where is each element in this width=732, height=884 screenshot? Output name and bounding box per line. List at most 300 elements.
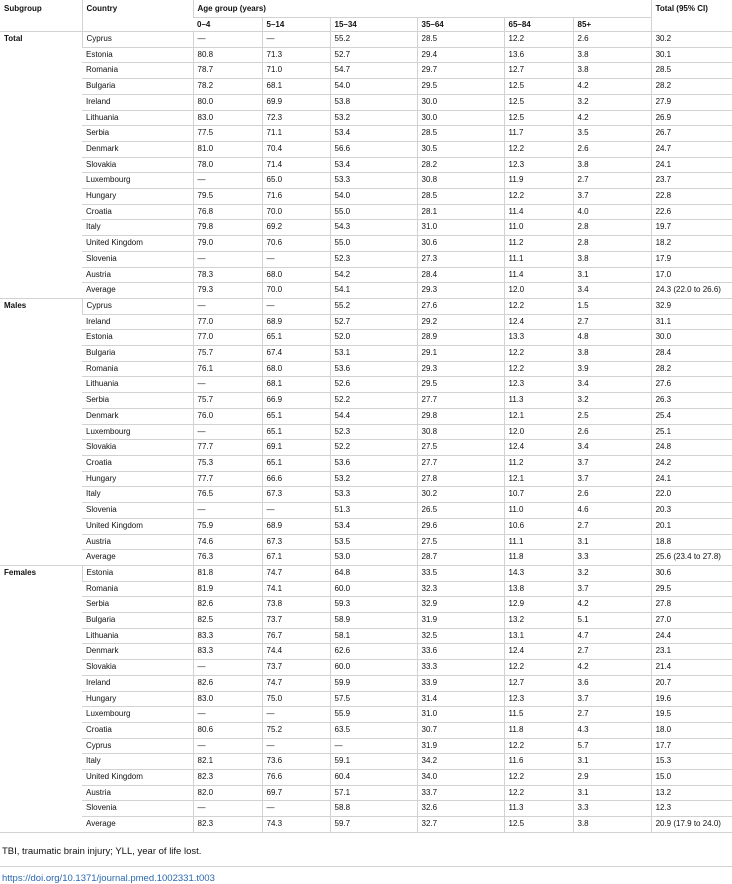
value-cell: 11.8 — [504, 550, 573, 566]
value-cell: 3.2 — [573, 393, 651, 409]
value-cell: 20.3 — [651, 503, 732, 519]
value-cell: — — [262, 738, 330, 754]
value-cell: 11.9 — [504, 173, 573, 189]
value-cell: 81.9 — [193, 581, 262, 597]
value-cell: 3.8 — [573, 157, 651, 173]
value-cell: 3.6 — [573, 675, 651, 691]
value-cell: — — [262, 801, 330, 817]
value-cell: 70.4 — [262, 141, 330, 157]
value-cell: 30.2 — [651, 32, 732, 48]
value-cell: 3.4 — [573, 283, 651, 299]
value-cell: 82.6 — [193, 597, 262, 613]
value-cell: 26.9 — [651, 110, 732, 126]
value-cell: 3.1 — [573, 785, 651, 801]
country-cell: Slovenia — [82, 801, 193, 817]
value-cell: — — [193, 660, 262, 676]
table-row — [0, 440, 732, 456]
value-cell: 34.2 — [417, 754, 504, 770]
value-cell: 79.8 — [193, 220, 262, 236]
value-cell: 27.8 — [651, 597, 732, 613]
age-col-header: 65–84 — [504, 18, 573, 32]
value-cell: 73.7 — [262, 660, 330, 676]
value-cell: 72.3 — [262, 110, 330, 126]
value-cell: 75.3 — [193, 455, 262, 471]
table-row — [0, 141, 732, 157]
value-cell: 53.8 — [330, 94, 417, 110]
value-cell: 27.5 — [417, 534, 504, 550]
value-cell: — — [193, 801, 262, 817]
table-row — [0, 534, 732, 550]
value-cell: 13.2 — [651, 785, 732, 801]
value-cell: 33.7 — [417, 785, 504, 801]
value-cell: 30.1 — [651, 47, 732, 63]
value-cell: — — [193, 377, 262, 393]
value-cell: 76.7 — [262, 628, 330, 644]
value-cell: 71.4 — [262, 157, 330, 173]
value-cell: 28.4 — [417, 267, 504, 283]
table-row — [0, 785, 732, 801]
value-cell: 67.3 — [262, 534, 330, 550]
country-cell: Hungary — [82, 189, 193, 205]
value-cell: 13.8 — [504, 581, 573, 597]
value-cell: 3.8 — [573, 47, 651, 63]
value-cell: 2.6 — [573, 141, 651, 157]
country-cell: Average — [82, 817, 193, 833]
value-cell: — — [262, 707, 330, 723]
table-row — [0, 817, 732, 833]
value-cell: 29.5 — [417, 79, 504, 95]
value-cell: 2.7 — [573, 173, 651, 189]
value-cell: 22.6 — [651, 204, 732, 220]
value-cell: 54.1 — [330, 283, 417, 299]
value-cell: 74.3 — [262, 817, 330, 833]
table-row — [0, 644, 732, 660]
value-cell: 12.3 — [504, 157, 573, 173]
value-cell: — — [193, 424, 262, 440]
value-cell: 12.2 — [504, 361, 573, 377]
value-cell: 65.0 — [262, 173, 330, 189]
country-cell: Croatia — [82, 722, 193, 738]
value-cell: 28.5 — [417, 126, 504, 142]
value-cell: 12.3 — [651, 801, 732, 817]
value-cell: 33.5 — [417, 565, 504, 581]
value-cell: 23.7 — [651, 173, 732, 189]
value-cell: 29.3 — [417, 283, 504, 299]
value-cell: 83.0 — [193, 110, 262, 126]
value-cell: 54.0 — [330, 79, 417, 95]
country-cell: Slovakia — [82, 660, 193, 676]
value-cell: 27.5 — [417, 440, 504, 456]
value-cell: 76.3 — [193, 550, 262, 566]
value-cell: 71.3 — [262, 47, 330, 63]
value-cell: 70.0 — [262, 204, 330, 220]
value-cell: 28.2 — [651, 361, 732, 377]
value-cell: 52.2 — [330, 440, 417, 456]
value-cell: 53.3 — [330, 173, 417, 189]
value-cell: 18.2 — [651, 236, 732, 252]
table-row — [0, 94, 732, 110]
value-cell: 19.5 — [651, 707, 732, 723]
table-row — [0, 126, 732, 142]
value-cell: — — [193, 251, 262, 267]
value-cell: 53.2 — [330, 110, 417, 126]
table-body — [0, 32, 732, 833]
value-cell: 17.7 — [651, 738, 732, 754]
value-cell: 27.3 — [417, 251, 504, 267]
value-cell: 53.4 — [330, 518, 417, 534]
value-cell: 24.2 — [651, 455, 732, 471]
value-cell: 19.6 — [651, 691, 732, 707]
value-cell: 2.6 — [573, 487, 651, 503]
value-cell: 29.7 — [417, 63, 504, 79]
value-cell: 11.3 — [504, 801, 573, 817]
value-cell: 20.1 — [651, 518, 732, 534]
age-col-header: 15–34 — [330, 18, 417, 32]
value-cell: 65.1 — [262, 455, 330, 471]
country-cell: Austria — [82, 534, 193, 550]
doi-link[interactable]: https://doi.org/10.1371/journal.pmed.1002331.t003 — [2, 872, 215, 884]
value-cell: 60.0 — [330, 581, 417, 597]
value-cell: 29.4 — [417, 47, 504, 63]
value-cell: 32.7 — [417, 817, 504, 833]
value-cell: 14.3 — [504, 565, 573, 581]
age-col-header: 35–64 — [417, 18, 504, 32]
value-cell: 74.7 — [262, 675, 330, 691]
value-cell: 55.2 — [330, 298, 417, 314]
value-cell: 27.8 — [417, 471, 504, 487]
value-cell: 30.0 — [417, 94, 504, 110]
value-cell: 24.7 — [651, 141, 732, 157]
table-row — [0, 581, 732, 597]
value-cell: — — [262, 298, 330, 314]
value-cell: 78.0 — [193, 157, 262, 173]
country-cell: Estonia — [82, 565, 193, 581]
value-cell: 34.0 — [417, 770, 504, 786]
value-cell: 27.9 — [651, 94, 732, 110]
value-cell: 20.7 — [651, 675, 732, 691]
value-cell: 77.0 — [193, 314, 262, 330]
value-cell: 12.5 — [504, 79, 573, 95]
table-row — [0, 550, 732, 566]
country-cell: Hungary — [82, 691, 193, 707]
value-cell: 77.0 — [193, 330, 262, 346]
country-cell: Average — [82, 283, 193, 299]
country-cell: Romania — [82, 63, 193, 79]
value-cell: 17.0 — [651, 267, 732, 283]
value-cell: 28.2 — [417, 157, 504, 173]
value-cell: 3.9 — [573, 361, 651, 377]
value-cell: 52.6 — [330, 377, 417, 393]
value-cell: 74.4 — [262, 644, 330, 660]
value-cell: 15.0 — [651, 770, 732, 786]
value-cell: 11.0 — [504, 503, 573, 519]
value-cell: 67.1 — [262, 550, 330, 566]
value-cell: 31.9 — [417, 613, 504, 629]
value-cell: 54.0 — [330, 189, 417, 205]
value-cell: 3.8 — [573, 251, 651, 267]
value-cell: 82.6 — [193, 675, 262, 691]
value-cell: 2.7 — [573, 314, 651, 330]
value-cell: 13.6 — [504, 47, 573, 63]
value-cell: 12.3 — [504, 691, 573, 707]
table-footnote: TBI, traumatic brain injury; YLL, year of life lost. — [2, 845, 202, 857]
value-cell: 30.6 — [651, 565, 732, 581]
value-cell: 83.3 — [193, 628, 262, 644]
country-cell: Ireland — [82, 314, 193, 330]
value-cell: 30.7 — [417, 722, 504, 738]
value-cell: — — [262, 503, 330, 519]
value-cell: 62.6 — [330, 644, 417, 660]
value-cell: 76.6 — [262, 770, 330, 786]
value-cell: 13.2 — [504, 613, 573, 629]
table-row — [0, 597, 732, 613]
country-cell: Lithuania — [82, 628, 193, 644]
country-cell: United Kingdom — [82, 770, 193, 786]
value-cell: 3.2 — [573, 94, 651, 110]
age-col-header: 0–4 — [193, 18, 262, 32]
value-cell: 53.4 — [330, 126, 417, 142]
table-row — [0, 157, 732, 173]
table-row — [0, 63, 732, 79]
value-cell: 2.8 — [573, 220, 651, 236]
value-cell: 79.3 — [193, 283, 262, 299]
total-header: Total (95% CI) — [651, 0, 732, 32]
country-cell: Slovenia — [82, 251, 193, 267]
value-cell: 23.1 — [651, 644, 732, 660]
value-cell: — — [262, 32, 330, 48]
value-cell: 73.8 — [262, 597, 330, 613]
country-cell: Croatia — [82, 455, 193, 471]
value-cell: 76.8 — [193, 204, 262, 220]
value-cell: 57.1 — [330, 785, 417, 801]
value-cell: 28.7 — [417, 550, 504, 566]
country-cell: Serbia — [82, 393, 193, 409]
value-cell: 4.2 — [573, 660, 651, 676]
country-header: Country — [82, 0, 193, 32]
country-cell: Estonia — [82, 330, 193, 346]
value-cell: 3.8 — [573, 346, 651, 362]
table-row — [0, 314, 732, 330]
value-cell: 3.1 — [573, 754, 651, 770]
country-cell: Lithuania — [82, 110, 193, 126]
value-cell: 74.1 — [262, 581, 330, 597]
value-cell: 30.0 — [651, 330, 732, 346]
value-cell: 78.7 — [193, 63, 262, 79]
value-cell: 75.0 — [262, 691, 330, 707]
value-cell: 4.8 — [573, 330, 651, 346]
table-row — [0, 613, 732, 629]
country-cell: Ireland — [82, 675, 193, 691]
value-cell: 29.3 — [417, 361, 504, 377]
table-row — [0, 801, 732, 817]
country-cell: Lithuania — [82, 377, 193, 393]
value-cell: 55.0 — [330, 236, 417, 252]
value-cell: 25.6 (23.4 to 27.8) — [651, 550, 732, 566]
table-row — [0, 691, 732, 707]
value-cell: 32.5 — [417, 628, 504, 644]
value-cell: 22.8 — [651, 189, 732, 205]
value-cell: 77.7 — [193, 471, 262, 487]
table-row — [0, 298, 732, 314]
table-row — [0, 361, 732, 377]
value-cell: 58.1 — [330, 628, 417, 644]
value-cell: 28.4 — [651, 346, 732, 362]
value-cell: 28.5 — [651, 63, 732, 79]
value-cell: 79.0 — [193, 236, 262, 252]
value-cell: 11.6 — [504, 754, 573, 770]
value-cell: 30.8 — [417, 173, 504, 189]
country-cell: Italy — [82, 487, 193, 503]
value-cell: 3.7 — [573, 189, 651, 205]
value-cell: 29.8 — [417, 408, 504, 424]
table-row — [0, 346, 732, 362]
value-cell: 12.2 — [504, 346, 573, 362]
value-cell: 69.7 — [262, 785, 330, 801]
value-cell: 55.2 — [330, 32, 417, 48]
country-cell: Ireland — [82, 94, 193, 110]
value-cell: 2.7 — [573, 644, 651, 660]
country-cell: Serbia — [82, 126, 193, 142]
value-cell: 28.9 — [417, 330, 504, 346]
value-cell: 54.7 — [330, 63, 417, 79]
subgroup-label: Total — [0, 32, 82, 299]
value-cell: 52.7 — [330, 47, 417, 63]
value-cell: 3.1 — [573, 267, 651, 283]
value-cell: 59.1 — [330, 754, 417, 770]
table-row — [0, 628, 732, 644]
value-cell: 52.7 — [330, 314, 417, 330]
value-cell: 32.6 — [417, 801, 504, 817]
value-cell: 26.3 — [651, 393, 732, 409]
value-cell: 31.0 — [417, 707, 504, 723]
value-cell: 12.0 — [504, 283, 573, 299]
country-cell: Luxembourg — [82, 707, 193, 723]
value-cell: — — [193, 173, 262, 189]
value-cell: 69.2 — [262, 220, 330, 236]
country-cell: Slovakia — [82, 157, 193, 173]
value-cell: 71.6 — [262, 189, 330, 205]
table-row — [0, 707, 732, 723]
value-cell: 54.2 — [330, 267, 417, 283]
table-row — [0, 518, 732, 534]
table-header — [0, 0, 732, 32]
age-col-header: 5–14 — [262, 18, 330, 32]
value-cell: 32.3 — [417, 581, 504, 597]
value-cell: 52.3 — [330, 424, 417, 440]
value-cell: 33.9 — [417, 675, 504, 691]
value-cell: 82.3 — [193, 770, 262, 786]
value-cell: 68.0 — [262, 267, 330, 283]
value-cell: 52.3 — [330, 251, 417, 267]
value-cell: 12.2 — [504, 660, 573, 676]
value-cell: 70.6 — [262, 236, 330, 252]
value-cell: 12.3 — [504, 377, 573, 393]
value-cell: 5.1 — [573, 613, 651, 629]
value-cell: 31.1 — [651, 314, 732, 330]
value-cell: 59.9 — [330, 675, 417, 691]
value-cell: 30.8 — [417, 424, 504, 440]
value-cell: 53.0 — [330, 550, 417, 566]
table-row — [0, 220, 732, 236]
value-cell: 4.7 — [573, 628, 651, 644]
value-cell: 20.9 (17.9 to 24.0) — [651, 817, 732, 833]
value-cell: 33.3 — [417, 660, 504, 676]
value-cell: 53.5 — [330, 534, 417, 550]
table-row — [0, 204, 732, 220]
value-cell: 12.5 — [504, 94, 573, 110]
value-cell: 2.6 — [573, 32, 651, 48]
value-cell: 76.1 — [193, 361, 262, 377]
value-cell: 12.2 — [504, 141, 573, 157]
value-cell: 30.6 — [417, 236, 504, 252]
country-cell: Romania — [82, 361, 193, 377]
value-cell: 53.2 — [330, 471, 417, 487]
value-cell: 68.1 — [262, 79, 330, 95]
country-cell: Italy — [82, 754, 193, 770]
value-cell: 29.5 — [651, 581, 732, 597]
value-cell: 67.4 — [262, 346, 330, 362]
value-cell: 27.0 — [651, 613, 732, 629]
value-cell: — — [193, 738, 262, 754]
value-cell: 25.4 — [651, 408, 732, 424]
value-cell: 80.8 — [193, 47, 262, 63]
value-cell: 30.5 — [417, 141, 504, 157]
value-cell: 53.4 — [330, 157, 417, 173]
value-cell: 55.9 — [330, 707, 417, 723]
value-cell: 24.1 — [651, 157, 732, 173]
value-cell: 60.0 — [330, 660, 417, 676]
value-cell: 52.0 — [330, 330, 417, 346]
value-cell: 59.3 — [330, 597, 417, 613]
value-cell: — — [193, 707, 262, 723]
value-cell: 2.9 — [573, 770, 651, 786]
subgroup-label: Males — [0, 298, 82, 565]
value-cell: 26.5 — [417, 503, 504, 519]
value-cell: 4.0 — [573, 204, 651, 220]
value-cell: 12.9 — [504, 597, 573, 613]
value-cell: 13.3 — [504, 330, 573, 346]
table-row — [0, 503, 732, 519]
value-cell: 67.3 — [262, 487, 330, 503]
value-cell: 5.7 — [573, 738, 651, 754]
value-cell: 12.1 — [504, 408, 573, 424]
value-cell: 82.0 — [193, 785, 262, 801]
value-cell: 30.2 — [417, 487, 504, 503]
value-cell: 73.6 — [262, 754, 330, 770]
value-cell: 1.5 — [573, 298, 651, 314]
table-row — [0, 79, 732, 95]
value-cell: 82.1 — [193, 754, 262, 770]
country-cell: Serbia — [82, 597, 193, 613]
value-cell: 12.4 — [504, 440, 573, 456]
value-cell: 22.0 — [651, 487, 732, 503]
table-row — [0, 660, 732, 676]
value-cell: 10.6 — [504, 518, 573, 534]
value-cell: 54.3 — [330, 220, 417, 236]
value-cell: 3.7 — [573, 691, 651, 707]
value-cell: 11.2 — [504, 455, 573, 471]
value-cell: 11.7 — [504, 126, 573, 142]
country-cell: Luxembourg — [82, 424, 193, 440]
value-cell: 80.0 — [193, 94, 262, 110]
value-cell: 3.7 — [573, 455, 651, 471]
table-row — [0, 189, 732, 205]
subgroup-header: Subgroup — [0, 0, 82, 32]
country-cell: Cyprus — [82, 32, 193, 48]
value-cell: 12.2 — [504, 189, 573, 205]
value-cell: 27.7 — [417, 393, 504, 409]
value-cell: 71.1 — [262, 126, 330, 142]
